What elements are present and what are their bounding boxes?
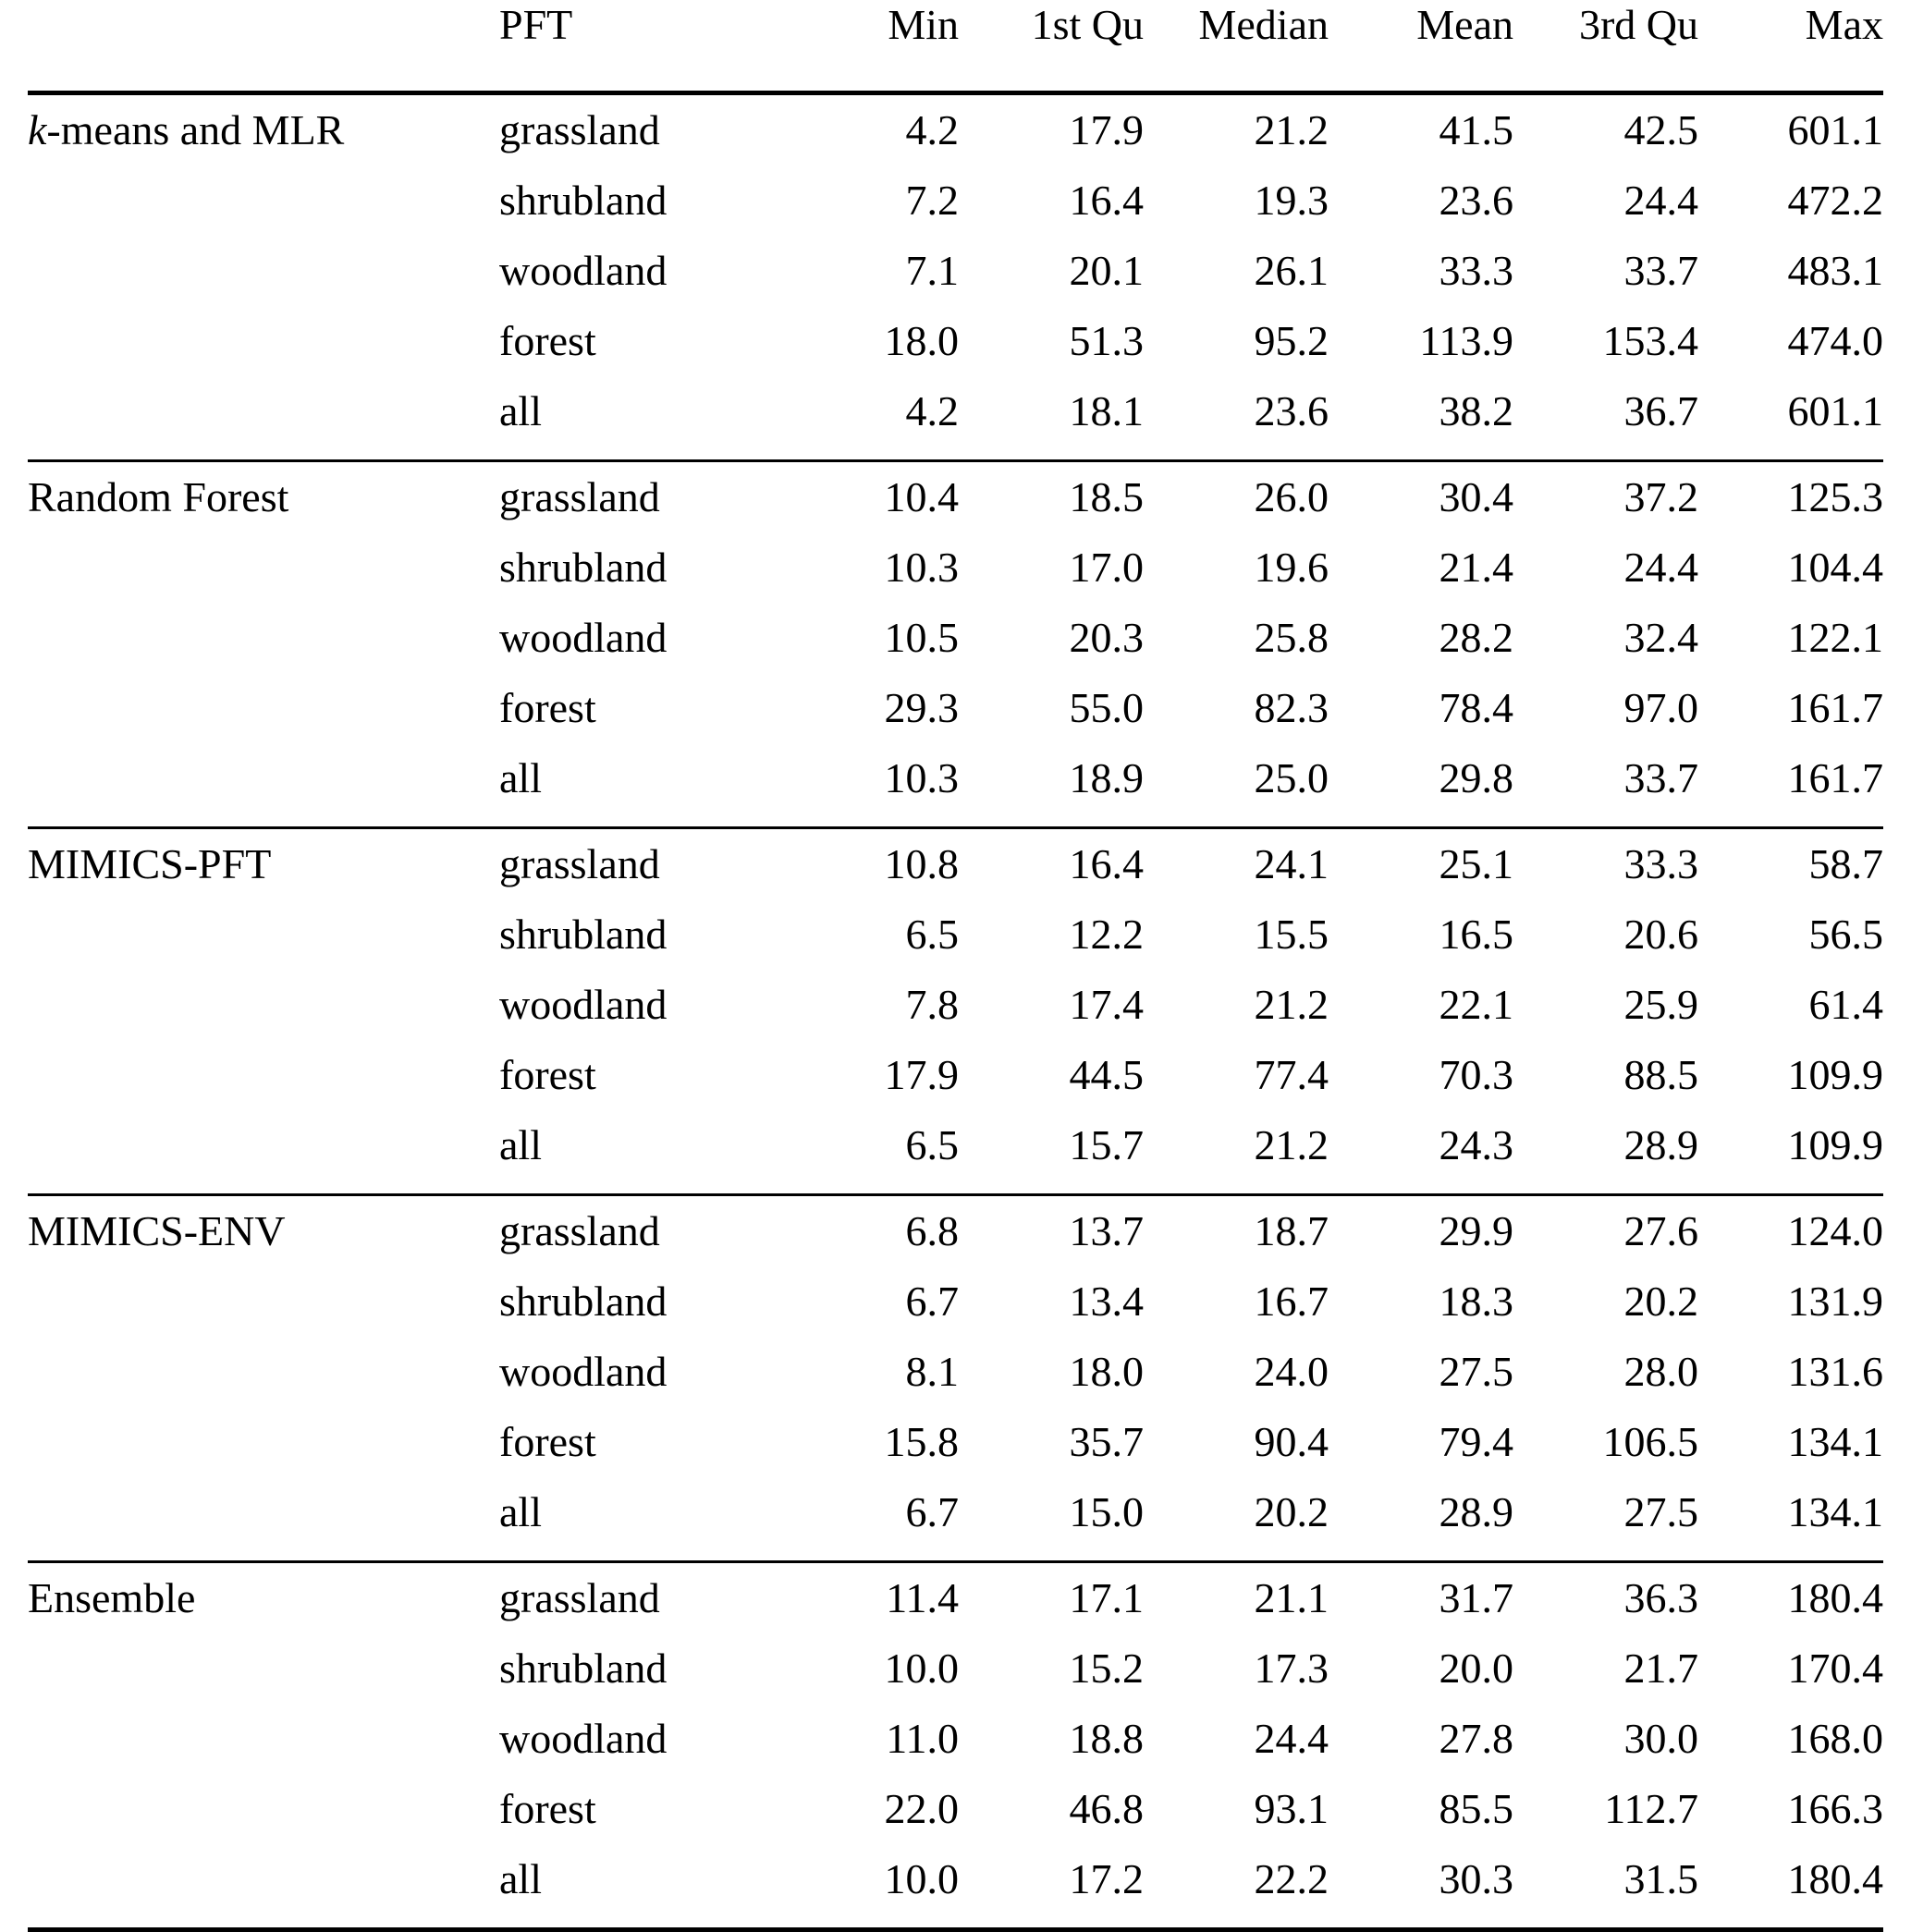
cell-q1: 35.7 [959, 1407, 1144, 1477]
table-row [28, 603, 1883, 673]
group-label-empty [28, 236, 499, 306]
cell-pft: shrubland [499, 899, 774, 970]
cell-pft: shrubland [499, 532, 774, 603]
cell-q3: 21.7 [1513, 1633, 1698, 1704]
cell-q3: 25.9 [1513, 970, 1698, 1040]
column-header-pft: PFT [499, 0, 774, 93]
cell-pft: grassland [499, 1196, 774, 1266]
cell-q3: 153.4 [1513, 306, 1698, 376]
table-row [28, 165, 1883, 236]
cell-max: 601.1 [1698, 376, 1883, 446]
cell-min: 11.0 [774, 1704, 959, 1774]
table-row [28, 1337, 1883, 1407]
cell-pft: grassland [499, 829, 774, 899]
cell-median: 16.7 [1144, 1266, 1329, 1337]
table-head [28, 0, 1883, 95]
cell-mean: 38.2 [1329, 376, 1513, 446]
cell-mean: 70.3 [1329, 1040, 1513, 1110]
spacer-cell [28, 446, 1883, 461]
cell-median: 90.4 [1144, 1407, 1329, 1477]
cell-mean: 23.6 [1329, 165, 1513, 236]
cell-q3: 33.3 [1513, 829, 1698, 899]
group-label-ensemble: Ensemble [28, 1563, 499, 1633]
group-label-empty [28, 1477, 499, 1547]
cell-max: 161.7 [1698, 673, 1883, 743]
group-label-empty [28, 743, 499, 813]
cell-median: 18.7 [1144, 1196, 1329, 1266]
table-row [28, 1704, 1883, 1774]
table-row [28, 306, 1883, 376]
cell-min: 10.3 [774, 532, 959, 603]
cell-max: 134.1 [1698, 1477, 1883, 1547]
column-header-1st-qu: 1st Qu [959, 0, 1144, 93]
group-label-kmeans-mlr [28, 95, 499, 165]
group-label-empty [28, 306, 499, 376]
table-row [28, 1774, 1883, 1844]
table-row [28, 1844, 1883, 1914]
cell-mean: 27.8 [1329, 1704, 1513, 1774]
cell-median: 26.0 [1144, 462, 1329, 532]
cell-q3: 112.7 [1513, 1774, 1698, 1844]
cell-q1: 17.2 [959, 1844, 1144, 1914]
cell-mean: 31.7 [1329, 1563, 1513, 1633]
cell-max: 109.9 [1698, 1040, 1883, 1110]
cell-max: 180.4 [1698, 1563, 1883, 1633]
cell-q1: 18.8 [959, 1704, 1144, 1774]
spacer [28, 1914, 1883, 1930]
table-row [28, 532, 1883, 603]
table-row [28, 970, 1883, 1040]
cell-q3: 36.3 [1513, 1563, 1698, 1633]
cell-max: 104.4 [1698, 532, 1883, 603]
cell-mean: 41.5 [1329, 95, 1513, 165]
cell-pft: all [499, 1844, 774, 1914]
cell-q3: 27.5 [1513, 1477, 1698, 1547]
cell-median: 77.4 [1144, 1040, 1329, 1110]
table-row [28, 376, 1883, 446]
group-label-empty [28, 1337, 499, 1407]
statistics-table [28, 0, 1883, 1932]
cell-pft: shrubland [499, 165, 774, 236]
cell-min: 10.0 [774, 1844, 959, 1914]
cell-max: 109.9 [1698, 1110, 1883, 1180]
cell-pft: all [499, 1477, 774, 1547]
cell-q1: 20.1 [959, 236, 1144, 306]
cell-median: 93.1 [1144, 1774, 1329, 1844]
cell-median: 20.2 [1144, 1477, 1329, 1547]
column-header-max: Max [1698, 0, 1883, 93]
cell-min: 11.4 [774, 1563, 959, 1633]
cell-q1: 13.7 [959, 1196, 1144, 1266]
cell-q1: 13.4 [959, 1266, 1144, 1337]
cell-max: 601.1 [1698, 95, 1883, 165]
group-label-empty [28, 673, 499, 743]
cell-mean: 27.5 [1329, 1337, 1513, 1407]
column-header-median: Median [1144, 0, 1329, 93]
cell-min: 15.8 [774, 1407, 959, 1477]
cell-mean: 29.9 [1329, 1196, 1513, 1266]
cell-min: 7.1 [774, 236, 959, 306]
group-label-empty [28, 603, 499, 673]
group-label-empty [28, 1774, 499, 1844]
spacer [28, 1547, 1883, 1562]
cell-mean: 20.0 [1329, 1633, 1513, 1704]
cell-q3: 32.4 [1513, 603, 1698, 673]
cell-q1: 16.4 [959, 829, 1144, 899]
cell-min: 7.2 [774, 165, 959, 236]
cell-q1: 44.5 [959, 1040, 1144, 1110]
cell-mean: 113.9 [1329, 306, 1513, 376]
spacer-cell [28, 1547, 1883, 1562]
cell-median: 23.6 [1144, 376, 1329, 446]
table-row [28, 829, 1883, 899]
cell-max: 56.5 [1698, 899, 1883, 970]
cell-min: 6.5 [774, 1110, 959, 1180]
cell-max: 131.6 [1698, 1337, 1883, 1407]
spacer [28, 1180, 1883, 1195]
cell-median: 19.3 [1144, 165, 1329, 236]
table-row [28, 1407, 1883, 1477]
cell-max: 168.0 [1698, 1704, 1883, 1774]
cell-median: 21.2 [1144, 970, 1329, 1040]
cell-median: 24.0 [1144, 1337, 1329, 1407]
spacer-cell [28, 813, 1883, 828]
cell-q1: 15.2 [959, 1633, 1144, 1704]
cell-mean: 30.4 [1329, 462, 1513, 532]
cell-median: 15.5 [1144, 899, 1329, 970]
cell-q3: 30.0 [1513, 1704, 1698, 1774]
cell-q3: 33.7 [1513, 236, 1698, 306]
cell-pft: woodland [499, 603, 774, 673]
cell-pft: woodland [499, 1337, 774, 1407]
spacer-cell [28, 1914, 1883, 1930]
cell-mean: 22.1 [1329, 970, 1513, 1040]
cell-min: 22.0 [774, 1774, 959, 1844]
cell-q1: 16.4 [959, 165, 1144, 236]
cell-max: 134.1 [1698, 1407, 1883, 1477]
cell-q1: 18.0 [959, 1337, 1144, 1407]
cell-q1: 20.3 [959, 603, 1144, 673]
group-label-empty [28, 1110, 499, 1180]
cell-q3: 97.0 [1513, 673, 1698, 743]
group-label-empty [28, 376, 499, 446]
cell-median: 82.3 [1144, 673, 1329, 743]
cell-mean: 21.4 [1329, 532, 1513, 603]
table-row [28, 1477, 1883, 1547]
cell-min: 18.0 [774, 306, 959, 376]
cell-max: 122.1 [1698, 603, 1883, 673]
cell-q3: 88.5 [1513, 1040, 1698, 1110]
cell-pft: forest [499, 306, 774, 376]
cell-pft: shrubland [499, 1633, 774, 1704]
group-label-empty [28, 165, 499, 236]
cell-pft: all [499, 1110, 774, 1180]
cell-min: 6.8 [774, 1196, 959, 1266]
table-row [28, 462, 1883, 532]
group-label-rest: -means and MLR [46, 106, 344, 153]
cell-max: 170.4 [1698, 1633, 1883, 1704]
cell-q1: 18.5 [959, 462, 1144, 532]
cell-min: 29.3 [774, 673, 959, 743]
cell-min: 6.7 [774, 1477, 959, 1547]
cell-mean: 28.2 [1329, 603, 1513, 673]
cell-q1: 15.0 [959, 1477, 1144, 1547]
cell-median: 25.8 [1144, 603, 1329, 673]
cell-median: 19.6 [1144, 532, 1329, 603]
table-row [28, 743, 1883, 813]
table-row [28, 95, 1883, 165]
cell-q1: 18.1 [959, 376, 1144, 446]
cell-median: 24.1 [1144, 829, 1329, 899]
group-label-mimics-pft: MIMICS-PFT [28, 829, 499, 899]
cell-q1: 17.1 [959, 1563, 1144, 1633]
cell-mean: 78.4 [1329, 673, 1513, 743]
cell-mean: 18.3 [1329, 1266, 1513, 1337]
cell-median: 17.3 [1144, 1633, 1329, 1704]
cell-mean: 29.8 [1329, 743, 1513, 813]
group-label-empty [28, 1040, 499, 1110]
cell-q1: 17.0 [959, 532, 1144, 603]
table-row [28, 1563, 1883, 1633]
cell-median: 26.1 [1144, 236, 1329, 306]
cell-q3: 27.6 [1513, 1196, 1698, 1266]
cell-median: 24.4 [1144, 1704, 1329, 1774]
group-label-italic: k [28, 106, 46, 153]
group-label-empty [28, 1266, 499, 1337]
column-header-3rd-qu: 3rd Qu [1513, 0, 1698, 93]
cell-median: 95.2 [1144, 306, 1329, 376]
cell-median: 21.1 [1144, 1563, 1329, 1633]
cell-median: 22.2 [1144, 1844, 1329, 1914]
group-label-empty [28, 970, 499, 1040]
cell-pft: forest [499, 1774, 774, 1844]
cell-q3: 33.7 [1513, 743, 1698, 813]
cell-pft: shrubland [499, 1266, 774, 1337]
cell-min: 10.8 [774, 829, 959, 899]
cell-min: 17.9 [774, 1040, 959, 1110]
cell-pft: woodland [499, 1704, 774, 1774]
cell-min: 8.1 [774, 1337, 959, 1407]
cell-max: 474.0 [1698, 306, 1883, 376]
cell-max: 124.0 [1698, 1196, 1883, 1266]
cell-pft: all [499, 743, 774, 813]
cell-mean: 25.1 [1329, 829, 1513, 899]
column-header-group [28, 0, 499, 93]
group-label-random-forest: Random Forest [28, 462, 499, 532]
cell-mean: 85.5 [1329, 1774, 1513, 1844]
group-label-empty [28, 899, 499, 970]
cell-q1: 17.4 [959, 970, 1144, 1040]
cell-q3: 20.6 [1513, 899, 1698, 970]
cell-min: 7.8 [774, 970, 959, 1040]
table-body [28, 95, 1883, 1932]
cell-max: 61.4 [1698, 970, 1883, 1040]
cell-min: 4.2 [774, 95, 959, 165]
table-row [28, 1633, 1883, 1704]
cell-median: 21.2 [1144, 1110, 1329, 1180]
header-row [28, 0, 1883, 93]
table-row [28, 236, 1883, 306]
cell-median: 25.0 [1144, 743, 1329, 813]
cell-q1: 15.7 [959, 1110, 1144, 1180]
cell-pft: woodland [499, 236, 774, 306]
cell-pft: woodland [499, 970, 774, 1040]
cell-min: 4.2 [774, 376, 959, 446]
cell-median: 21.2 [1144, 95, 1329, 165]
cell-mean: 28.9 [1329, 1477, 1513, 1547]
table-row [28, 1196, 1883, 1266]
cell-min: 6.7 [774, 1266, 959, 1337]
cell-mean: 33.3 [1329, 236, 1513, 306]
cell-q1: 51.3 [959, 306, 1144, 376]
cell-q1: 55.0 [959, 673, 1144, 743]
cell-max: 166.3 [1698, 1774, 1883, 1844]
cell-max: 161.7 [1698, 743, 1883, 813]
cell-mean: 24.3 [1329, 1110, 1513, 1180]
cell-max: 125.3 [1698, 462, 1883, 532]
table-row [28, 1266, 1883, 1337]
cell-q3: 28.0 [1513, 1337, 1698, 1407]
cell-min: 10.4 [774, 462, 959, 532]
cell-mean: 79.4 [1329, 1407, 1513, 1477]
cell-q3: 42.5 [1513, 95, 1698, 165]
cell-q3: 24.4 [1513, 165, 1698, 236]
cell-q1: 46.8 [959, 1774, 1144, 1844]
group-label-mimics-env: MIMICS-ENV [28, 1196, 499, 1266]
cell-pft: all [499, 376, 774, 446]
table-row [28, 1110, 1883, 1180]
cell-pft: forest [499, 673, 774, 743]
cell-pft: grassland [499, 95, 774, 165]
cell-q3: 24.4 [1513, 532, 1698, 603]
cell-mean: 30.3 [1329, 1844, 1513, 1914]
cell-pft: grassland [499, 462, 774, 532]
cell-pft: forest [499, 1040, 774, 1110]
group-label-empty [28, 1844, 499, 1914]
cell-q3: 28.9 [1513, 1110, 1698, 1180]
cell-max: 483.1 [1698, 236, 1883, 306]
cell-min: 6.5 [774, 899, 959, 970]
cell-q1: 18.9 [959, 743, 1144, 813]
spacer-cell [28, 1180, 1883, 1195]
group-label-empty [28, 1407, 499, 1477]
table-row [28, 673, 1883, 743]
cell-q3: 37.2 [1513, 462, 1698, 532]
table-row [28, 1040, 1883, 1110]
cell-mean: 16.5 [1329, 899, 1513, 970]
group-label-empty [28, 1633, 499, 1704]
column-header-min: Min [774, 0, 959, 93]
cell-max: 131.9 [1698, 1266, 1883, 1337]
cell-q3: 36.7 [1513, 376, 1698, 446]
cell-q1: 17.9 [959, 95, 1144, 165]
group-label-empty [28, 532, 499, 603]
cell-pft: grassland [499, 1563, 774, 1633]
spacer [28, 813, 1883, 828]
cell-q3: 31.5 [1513, 1844, 1698, 1914]
cell-q1: 12.2 [959, 899, 1144, 970]
cell-max: 58.7 [1698, 829, 1883, 899]
spacer [28, 446, 1883, 461]
cell-min: 10.5 [774, 603, 959, 673]
group-label-empty [28, 1704, 499, 1774]
table-row [28, 899, 1883, 970]
cell-min: 10.0 [774, 1633, 959, 1704]
column-header-mean: Mean [1329, 0, 1513, 93]
cell-max: 180.4 [1698, 1844, 1883, 1914]
cell-min: 10.3 [774, 743, 959, 813]
cell-q3: 20.2 [1513, 1266, 1698, 1337]
cell-q3: 106.5 [1513, 1407, 1698, 1477]
cell-pft: forest [499, 1407, 774, 1477]
cell-max: 472.2 [1698, 165, 1883, 236]
